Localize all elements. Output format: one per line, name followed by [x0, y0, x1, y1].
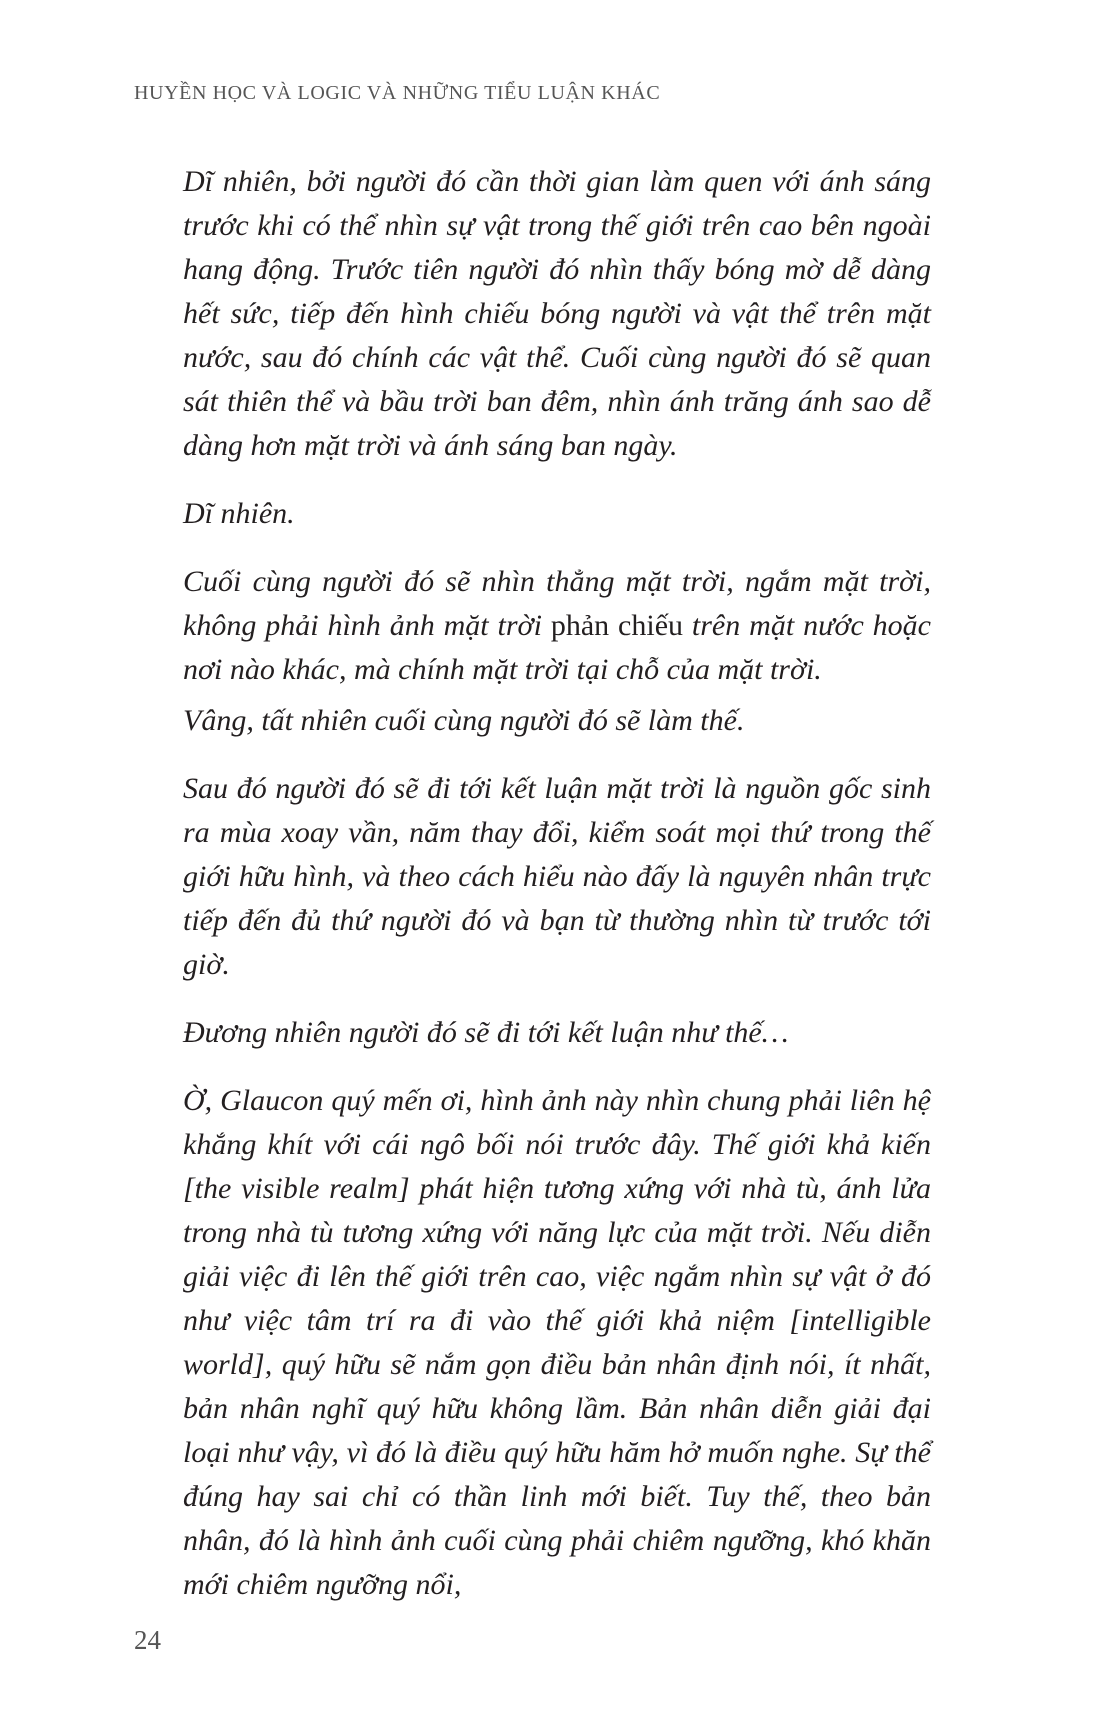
- paragraph: Vâng, tất nhiên cuối cùng người đó sẽ làm thế.: [183, 704, 745, 737]
- paragraph: Dĩ nhiên.: [183, 497, 295, 530]
- paragraph: [183, 560, 931, 692]
- paragraph-text-upright: phản chiếu: [550, 609, 684, 642]
- running-header: HUYỀN HỌC VÀ LOGIC VÀ NHỮNG TIỂU LUẬN KHÁC: [134, 82, 661, 104]
- body-text: [183, 160, 931, 1607]
- paragraph: Đương nhiên người đó sẽ đi tới kết luận như thế…: [183, 1016, 789, 1049]
- paragraph: Dĩ nhiên, bởi người đó cần thời gian làm quen với ánh sáng trước khi có thể nhìn sự vật trong thế giới trên cao bên ngoài hang động. Trước tiên người đó nhìn thấy bóng mờ dễ dàng hết sức, tiếp đến hình chiếu bóng người và vật thể trên mặt nước, sau đó chính các vật thể. Cuối cùng người đó sẽ quan sát thiên thể và bầu trời ban đêm, nhìn ánh trăng ánh sao dễ dàng hơn mặt trời và ánh sáng ban ngày.: [183, 165, 931, 462]
- paragraph-text: Cuối cùng người đó sẽ nhìn thẳng mặt trời, ngắm mặt trời, không phải hình ảnh mặt trời: [183, 565, 931, 642]
- paragraph: Sau đó người đó sẽ đi tới kết luận mặt trời là nguồn gốc sinh ra mùa xoay vần, năm thay đổi, kiểm soát mọi thứ trong thế giới hữu hình, và theo cách hiểu nào đấy là nguyên nhân trực tiếp đến đủ thứ người đó và bạn từ thường nhìn từ trước tới giờ.: [183, 772, 931, 981]
- paragraph-text: trên mặt nước hoặc nơi nào khác, mà chính mặt trời tại chỗ của mặt trời.: [183, 609, 931, 686]
- page-number: 24: [134, 1625, 161, 1655]
- paragraph: Ờ, Glaucon quý mến ơi, hình ảnh này nhìn chung phải liên hệ khắng khít với cái ngô bối nói trước đây. Thế giới khả kiến [the visible realm] phát hiện tương xứng với nhà tù, ánh lửa trong nhà tù tương xứng với năng lực của mặt trời. Nếu diễn giải việc đi lên thế giới trên cao, việc ngắm nhìn sự vật ở đó như việc tâm trí ra đi vào thế giới khả niệm [intelligible world], quý hữu sẽ nắm gọn điều bản nhân định nói, ít nhất, bản nhân nghĩ quý hữu không lầm. Bản nhân diễn giải đại loại như vậy, vì đó là điều quý hữu hăm hở muốn nghe. Sự thể đúng hay sai chỉ có thần linh mới biết. Tuy thế, theo bản nhân, đó là hình ảnh cuối cùng phải chiêm ngưỡng, khó khăn mới chiêm ngưỡng nổi,: [183, 1084, 931, 1601]
